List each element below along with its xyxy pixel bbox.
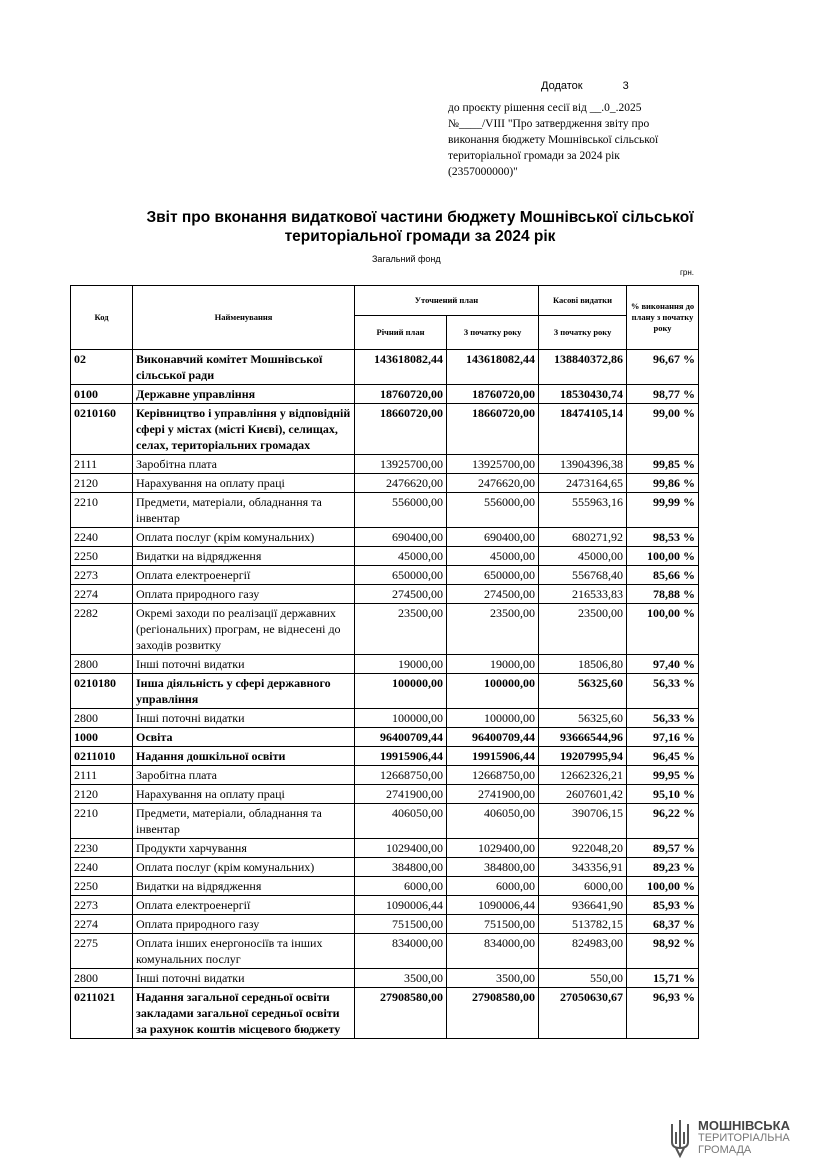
logo-line-3: ГРОМАДА (698, 1144, 752, 1156)
row-cash-cell: 680271,92 (539, 528, 627, 547)
row-code-cell: 0211021 (71, 988, 133, 1039)
row-annual-cell: 384800,00 (355, 858, 447, 877)
logo-line-2: ТЕРИТОРІАЛЬНА (698, 1132, 790, 1144)
annex-label-text: Додаток (541, 80, 583, 92)
row-percent-cell: 100,00 % (627, 547, 699, 566)
row-ytd-plan-cell: 96400709,44 (447, 728, 539, 747)
row-name-cell: Надання дошкільної освіти (133, 747, 355, 766)
table-row (71, 350, 699, 385)
row-annual-cell: 96400709,44 (355, 728, 447, 747)
row-percent-cell: 99,86 % (627, 474, 699, 493)
row-ytd-plan-cell: 650000,00 (447, 566, 539, 585)
row-annual-cell: 274500,00 (355, 585, 447, 604)
table-row (71, 385, 699, 404)
row-percent-cell: 95,10 % (627, 785, 699, 804)
row-name-cell: Предмети, матеріали, обладнання та інвентар (133, 804, 355, 839)
row-percent-cell: 98,77 % (627, 385, 699, 404)
table-row (71, 547, 699, 566)
row-cash-cell: 27050630,67 (539, 988, 627, 1039)
row-code-cell: 2275 (71, 934, 133, 969)
document-title (100, 208, 740, 246)
row-cash-cell: 138840372,86 (539, 350, 627, 385)
row-code-cell: 2273 (71, 566, 133, 585)
row-name-cell: Продукти харчування (133, 839, 355, 858)
row-name-cell: Оплата інших енергоносіїв та інших комунальних послуг (133, 934, 355, 969)
table-row (71, 896, 699, 915)
annex-note-line: (2357000000)" (448, 166, 518, 178)
row-percent-cell: 96,45 % (627, 747, 699, 766)
row-percent-cell: 99,85 % (627, 455, 699, 474)
table-row (71, 804, 699, 839)
annex-note (448, 100, 688, 180)
header-row (71, 286, 699, 316)
row-ytd-plan-cell: 2476620,00 (447, 474, 539, 493)
row-code-cell: 2210 (71, 493, 133, 528)
row-annual-cell: 100000,00 (355, 709, 447, 728)
row-cash-cell: 922048,20 (539, 839, 627, 858)
row-code-cell: 2274 (71, 915, 133, 934)
table-row (71, 528, 699, 547)
row-cash-cell: 18506,80 (539, 655, 627, 674)
row-cash-cell: 45000,00 (539, 547, 627, 566)
row-annual-cell: 19000,00 (355, 655, 447, 674)
table-row (71, 766, 699, 785)
row-code-cell: 2800 (71, 709, 133, 728)
row-name-cell: Державне управління (133, 385, 355, 404)
row-cash-cell: 390706,15 (539, 804, 627, 839)
row-name-cell: Видатки на відрядження (133, 547, 355, 566)
col-cash-group-header: Касові видатки (539, 286, 627, 316)
row-code-cell: 2282 (71, 604, 133, 655)
col-ytd-plan-header: З початку року (447, 316, 539, 350)
community-logo (668, 1118, 790, 1158)
row-name-cell: Надання загальної середньої освіти закладами загальної середньої освіти за рахунок коштів місцевого бюджету (133, 988, 355, 1039)
row-percent-cell: 100,00 % (627, 877, 699, 896)
table-row (71, 474, 699, 493)
row-cash-cell: 2473164,65 (539, 474, 627, 493)
col-annual-header: Річний план (355, 316, 447, 350)
row-name-cell: Заробітна плата (133, 766, 355, 785)
col-percent-header: % виконання до плану з початку року (627, 286, 699, 350)
row-name-cell: Оплата послуг (крім комунальних) (133, 858, 355, 877)
row-annual-cell: 1029400,00 (355, 839, 447, 858)
row-ytd-plan-cell: 406050,00 (447, 804, 539, 839)
row-percent-cell: 56,33 % (627, 674, 699, 709)
row-ytd-plan-cell: 13925700,00 (447, 455, 539, 474)
table-row (71, 709, 699, 728)
table-row (71, 455, 699, 474)
row-ytd-plan-cell: 100000,00 (447, 709, 539, 728)
logo-line-1: МОШНІВСЬКА (698, 1118, 790, 1133)
row-code-cell: 2120 (71, 785, 133, 804)
row-percent-cell: 99,99 % (627, 493, 699, 528)
row-code-cell: 0211010 (71, 747, 133, 766)
currency-unit: грн. (680, 268, 695, 277)
row-ytd-plan-cell: 1029400,00 (447, 839, 539, 858)
row-code-cell: 2800 (71, 969, 133, 988)
row-percent-cell: 96,22 % (627, 804, 699, 839)
row-cash-cell: 23500,00 (539, 604, 627, 655)
row-ytd-plan-cell: 6000,00 (447, 877, 539, 896)
row-annual-cell: 18760720,00 (355, 385, 447, 404)
row-cash-cell: 6000,00 (539, 877, 627, 896)
row-name-cell: Виконавчий комітет Мошнівської сільської ради (133, 350, 355, 385)
row-cash-cell: 556768,40 (539, 566, 627, 585)
row-cash-cell: 18530430,74 (539, 385, 627, 404)
row-ytd-plan-cell: 18760720,00 (447, 385, 539, 404)
row-name-cell: Інші поточні видатки (133, 709, 355, 728)
document-title-line: територіальної громади за 2024 рік (284, 228, 556, 245)
row-code-cell: 2800 (71, 655, 133, 674)
row-name-cell: Заробітна плата (133, 455, 355, 474)
col-ytd-cash-header: З початку року (539, 316, 627, 350)
row-percent-cell: 98,92 % (627, 934, 699, 969)
col-code-header: Код (71, 286, 133, 350)
row-percent-cell: 99,95 % (627, 766, 699, 785)
row-cash-cell: 936641,90 (539, 896, 627, 915)
row-annual-cell: 18660720,00 (355, 404, 447, 455)
table-row (71, 877, 699, 896)
row-cash-cell: 13904396,38 (539, 455, 627, 474)
row-percent-cell: 100,00 % (627, 604, 699, 655)
row-annual-cell: 650000,00 (355, 566, 447, 585)
row-percent-cell: 85,66 % (627, 566, 699, 585)
row-code-cell: 2273 (71, 896, 133, 915)
row-cash-cell: 555963,16 (539, 493, 627, 528)
row-code-cell: 2230 (71, 839, 133, 858)
table-body (71, 350, 699, 1039)
row-annual-cell: 100000,00 (355, 674, 447, 709)
row-name-cell: Керівництво і управління у відповідній сфері у містах (місті Києві), селищах, селах, територіальних громадах (133, 404, 355, 455)
row-percent-cell: 97,16 % (627, 728, 699, 747)
table-row (71, 604, 699, 655)
row-cash-cell: 824983,00 (539, 934, 627, 969)
row-cash-cell: 216533,83 (539, 585, 627, 604)
row-annual-cell: 23500,00 (355, 604, 447, 655)
table-row (71, 858, 699, 877)
row-annual-cell: 556000,00 (355, 493, 447, 528)
row-ytd-plan-cell: 19000,00 (447, 655, 539, 674)
row-name-cell: Окремі заходи по реалізації державних (регіональних) програм, не віднесені до заходів розвитку (133, 604, 355, 655)
expenditure-table (70, 285, 699, 1039)
row-percent-cell: 89,23 % (627, 858, 699, 877)
annex-note-line: територіальної громади за 2024 рік (448, 150, 620, 162)
annex-note-line: до проєкту рішення сесії від __.0_.2025 (448, 102, 642, 114)
row-name-cell: Освіта (133, 728, 355, 747)
table-row (71, 915, 699, 934)
row-ytd-plan-cell: 751500,00 (447, 915, 539, 934)
col-plan-group-header: Уточнений план (355, 286, 539, 316)
table-row (71, 585, 699, 604)
row-percent-cell: 78,88 % (627, 585, 699, 604)
row-code-cell: 0210160 (71, 404, 133, 455)
annex-label (541, 80, 629, 92)
row-percent-cell: 56,33 % (627, 709, 699, 728)
row-code-cell: 2210 (71, 804, 133, 839)
row-cash-cell: 12662326,21 (539, 766, 627, 785)
row-cash-cell: 2607601,42 (539, 785, 627, 804)
row-code-cell: 2111 (71, 455, 133, 474)
table-row (71, 728, 699, 747)
fund-label: Загальний фонд (372, 254, 441, 264)
row-name-cell: Видатки на відрядження (133, 877, 355, 896)
row-code-cell: 0100 (71, 385, 133, 404)
row-annual-cell: 2741900,00 (355, 785, 447, 804)
row-name-cell: Оплата природного газу (133, 585, 355, 604)
row-code-cell: 2250 (71, 547, 133, 566)
row-cash-cell: 513782,15 (539, 915, 627, 934)
row-name-cell: Оплата електроенергії (133, 896, 355, 915)
row-ytd-plan-cell: 2741900,00 (447, 785, 539, 804)
row-percent-cell: 68,37 % (627, 915, 699, 934)
row-annual-cell: 690400,00 (355, 528, 447, 547)
row-cash-cell: 56325,60 (539, 709, 627, 728)
table-row (71, 785, 699, 804)
row-name-cell: Інші поточні видатки (133, 655, 355, 674)
row-annual-cell: 3500,00 (355, 969, 447, 988)
row-cash-cell: 343356,91 (539, 858, 627, 877)
row-name-cell: Оплата природного газу (133, 915, 355, 934)
annex-note-line: виконання бюджету Мошнівської сільської (448, 134, 659, 146)
trident-icon (668, 1118, 692, 1158)
row-annual-cell: 12668750,00 (355, 766, 447, 785)
row-code-cell: 2120 (71, 474, 133, 493)
logo-text (698, 1120, 790, 1156)
row-cash-cell: 56325,60 (539, 674, 627, 709)
row-ytd-plan-cell: 18660720,00 (447, 404, 539, 455)
row-annual-cell: 834000,00 (355, 934, 447, 969)
table-row (71, 988, 699, 1039)
row-ytd-plan-cell: 143618082,44 (447, 350, 539, 385)
row-cash-cell: 93666544,96 (539, 728, 627, 747)
row-percent-cell: 15,71 % (627, 969, 699, 988)
row-name-cell: Нарахування на оплату праці (133, 474, 355, 493)
col-name-header: Найменування (133, 286, 355, 350)
row-percent-cell: 96,67 % (627, 350, 699, 385)
row-cash-cell: 18474105,14 (539, 404, 627, 455)
row-name-cell: Нарахування на оплату праці (133, 785, 355, 804)
table-row (71, 655, 699, 674)
row-ytd-plan-cell: 27908580,00 (447, 988, 539, 1039)
row-percent-cell: 98,53 % (627, 528, 699, 547)
row-percent-cell: 85,93 % (627, 896, 699, 915)
row-code-cell: 2274 (71, 585, 133, 604)
row-annual-cell: 2476620,00 (355, 474, 447, 493)
row-ytd-plan-cell: 23500,00 (447, 604, 539, 655)
row-ytd-plan-cell: 834000,00 (447, 934, 539, 969)
row-name-cell: Інші поточні видатки (133, 969, 355, 988)
row-code-cell: 2111 (71, 766, 133, 785)
row-name-cell: Інша діяльність у сфері державного управління (133, 674, 355, 709)
row-annual-cell: 13925700,00 (355, 455, 447, 474)
row-annual-cell: 45000,00 (355, 547, 447, 566)
row-ytd-plan-cell: 19915906,44 (447, 747, 539, 766)
row-code-cell: 2240 (71, 858, 133, 877)
row-ytd-plan-cell: 45000,00 (447, 547, 539, 566)
row-cash-cell: 19207995,94 (539, 747, 627, 766)
annex-note-line: №____/VIII "Про затвердження звіту про (448, 118, 650, 130)
row-code-cell: 2240 (71, 528, 133, 547)
row-percent-cell: 97,40 % (627, 655, 699, 674)
row-annual-cell: 406050,00 (355, 804, 447, 839)
document-title-line: Звіт про вконання видаткової частини бюджету Мошнівської сільської (146, 209, 694, 226)
row-annual-cell: 19915906,44 (355, 747, 447, 766)
table-row (71, 404, 699, 455)
row-ytd-plan-cell: 3500,00 (447, 969, 539, 988)
row-code-cell: 2250 (71, 877, 133, 896)
table-row (71, 674, 699, 709)
row-name-cell: Оплата електроенергії (133, 566, 355, 585)
row-annual-cell: 6000,00 (355, 877, 447, 896)
row-ytd-plan-cell: 690400,00 (447, 528, 539, 547)
table-row (71, 566, 699, 585)
row-percent-cell: 96,93 % (627, 988, 699, 1039)
row-ytd-plan-cell: 384800,00 (447, 858, 539, 877)
row-code-cell: 02 (71, 350, 133, 385)
row-code-cell: 0210180 (71, 674, 133, 709)
row-ytd-plan-cell: 12668750,00 (447, 766, 539, 785)
table-row (71, 839, 699, 858)
row-percent-cell: 89,57 % (627, 839, 699, 858)
table-row (71, 493, 699, 528)
row-code-cell: 1000 (71, 728, 133, 747)
row-annual-cell: 751500,00 (355, 915, 447, 934)
row-cash-cell: 550,00 (539, 969, 627, 988)
row-ytd-plan-cell: 556000,00 (447, 493, 539, 528)
row-annual-cell: 143618082,44 (355, 350, 447, 385)
table-row (71, 747, 699, 766)
annex-number: 3 (622, 80, 629, 92)
row-percent-cell: 99,00 % (627, 404, 699, 455)
row-ytd-plan-cell: 100000,00 (447, 674, 539, 709)
row-annual-cell: 1090006,44 (355, 896, 447, 915)
row-ytd-plan-cell: 274500,00 (447, 585, 539, 604)
row-name-cell: Оплата послуг (крім комунальних) (133, 528, 355, 547)
row-annual-cell: 27908580,00 (355, 988, 447, 1039)
row-ytd-plan-cell: 1090006,44 (447, 896, 539, 915)
table-row (71, 934, 699, 969)
row-name-cell: Предмети, матеріали, обладнання та інвентар (133, 493, 355, 528)
table-row (71, 969, 699, 988)
